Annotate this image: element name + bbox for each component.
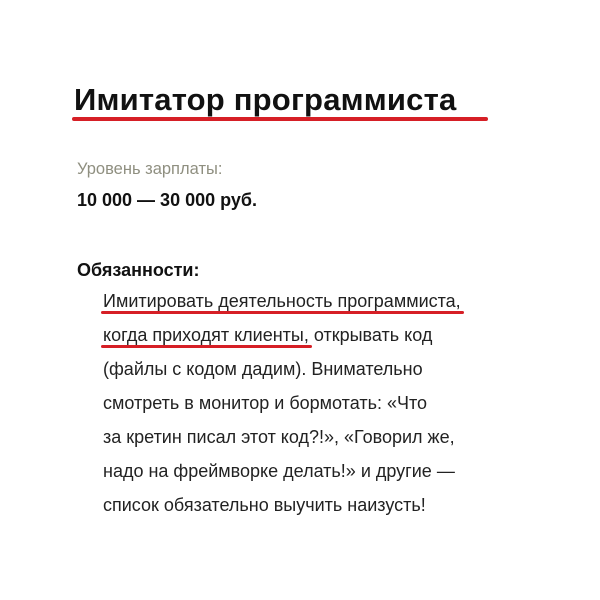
duties-line [103,495,426,516]
title-underline [72,117,488,121]
duties-text-segment: (файлы с кодом дадим). Внимательно [103,359,423,379]
duties-line [103,461,455,482]
duties-highlight: Имитировать деятельность программиста, [103,291,461,311]
duties-text-segment: список обязательно выучить наизусть! [103,495,426,515]
duties-text-segment: смотреть в монитор и бормотать: «Что [103,393,428,413]
duties-text-segment: надо на фреймворке делать!» и другие — [103,461,455,481]
duties-heading: Обязанности: [77,260,200,280]
duties-line [103,359,423,380]
duties-line [103,427,455,448]
duties-line [103,325,432,346]
duties-text-segment: за кретин писал этот код?!», «Говорил же, [103,427,455,447]
duties-line [103,291,461,312]
salary-label: Уровень зарплаты: [77,160,223,178]
salary-value: 10 000 — 30 000 руб. [77,190,257,210]
duties-line [103,393,427,414]
duties-text-segment: открывать код [308,325,433,345]
page-title: Имитатор программиста [74,82,457,117]
duties-highlight: когда приходят клиенты, [103,325,309,345]
